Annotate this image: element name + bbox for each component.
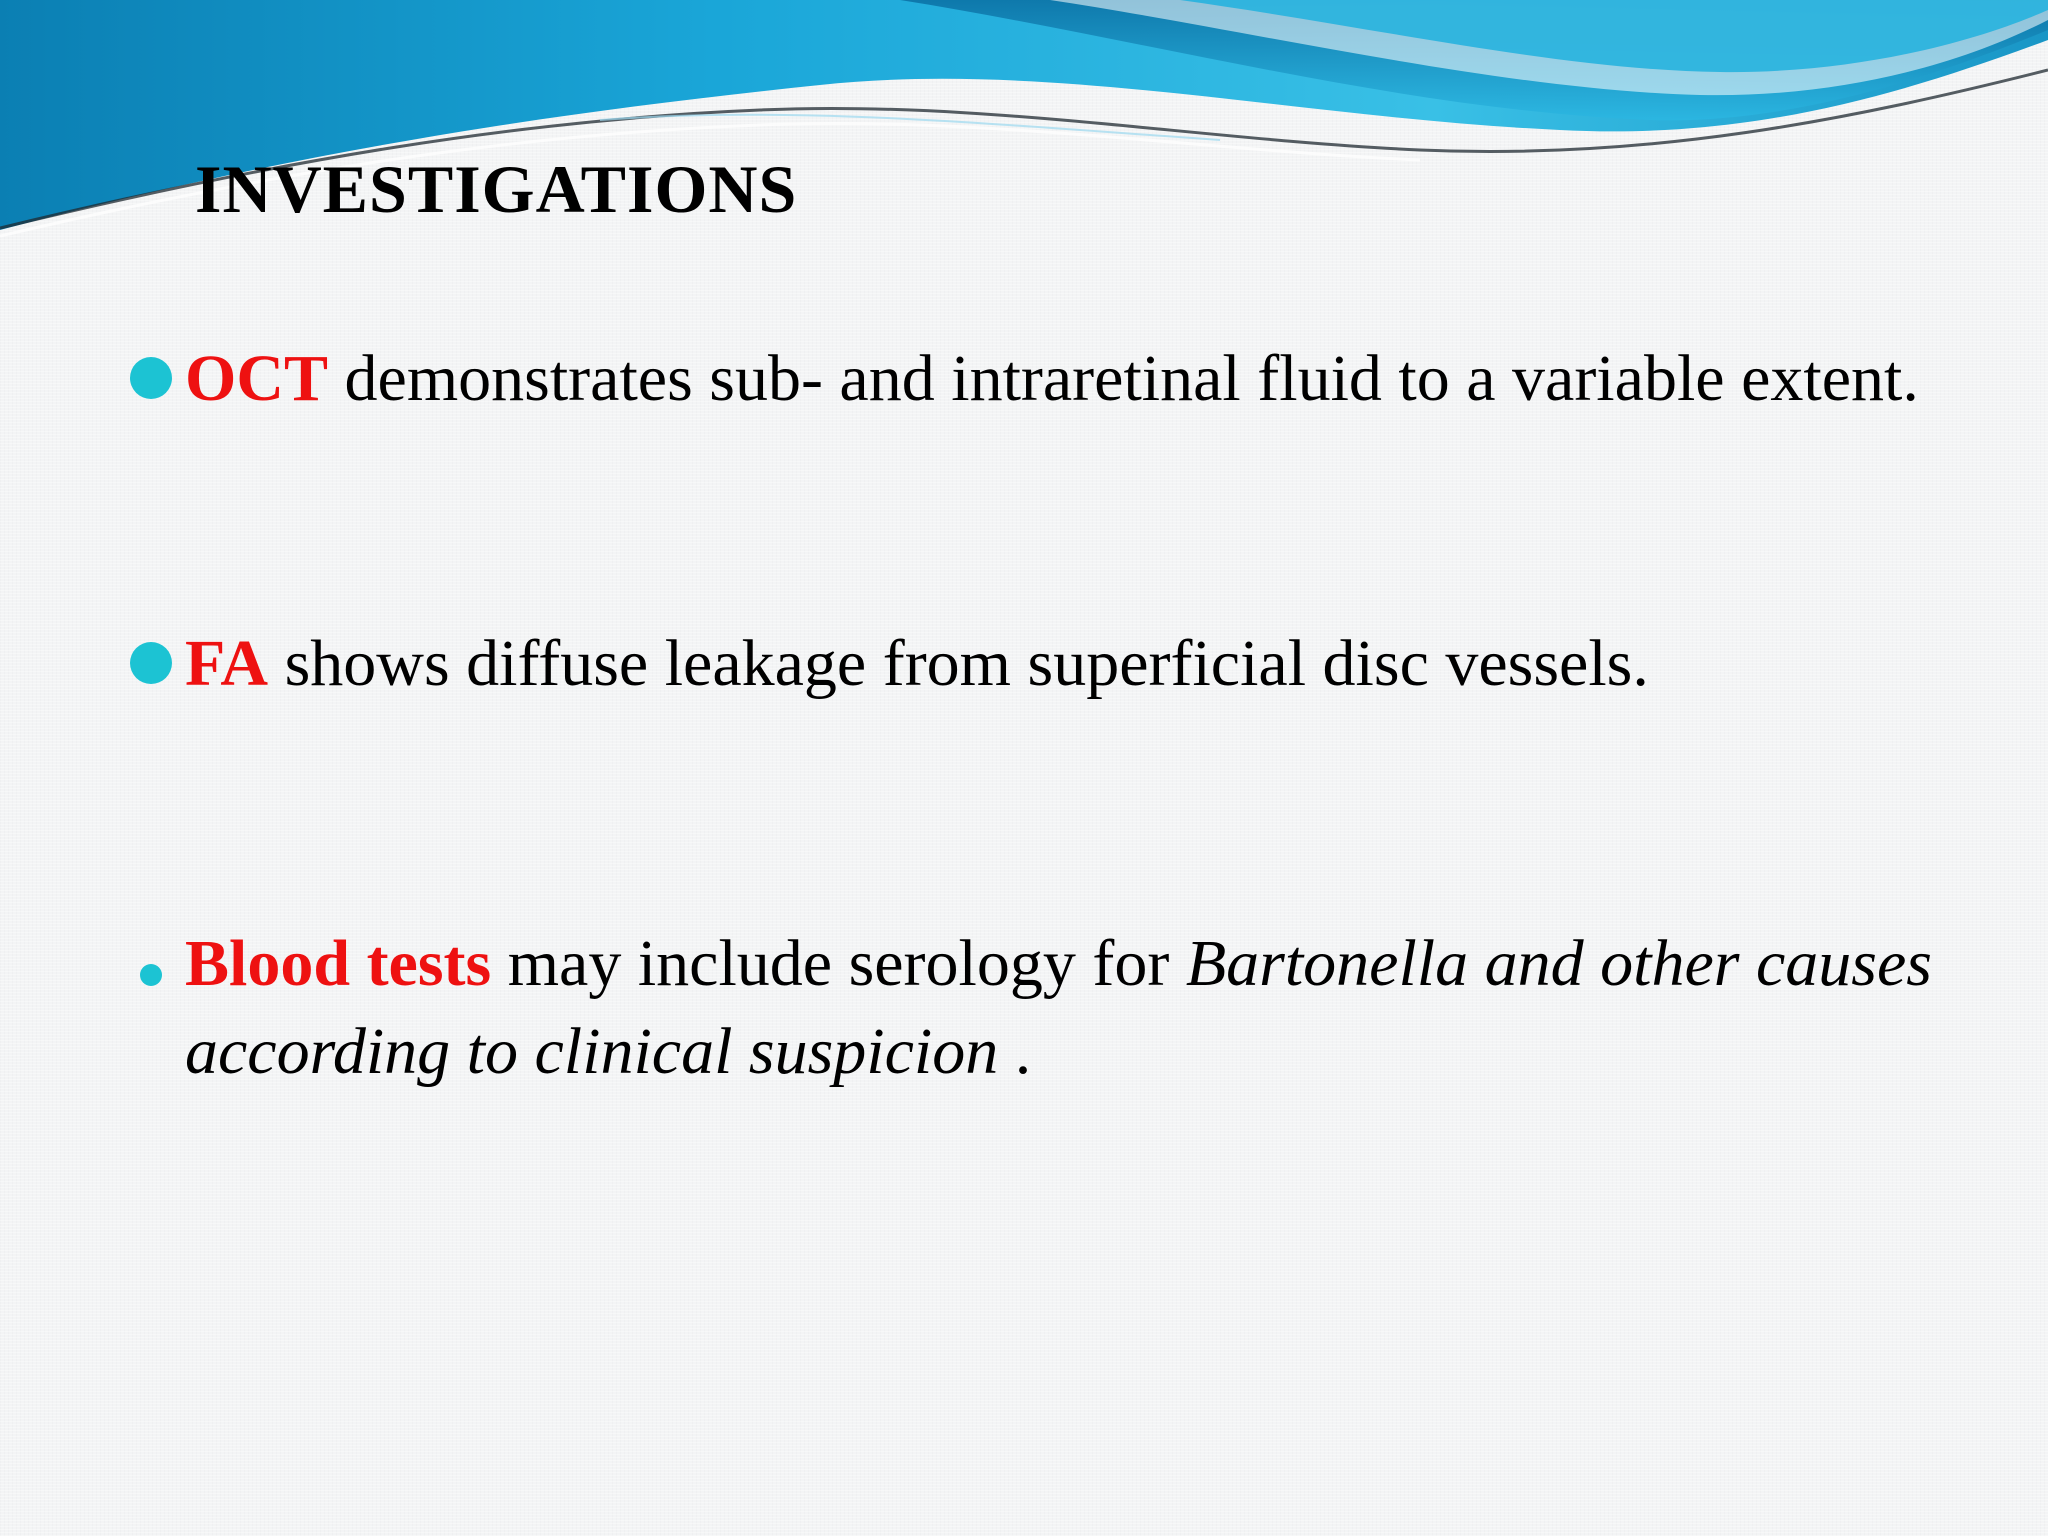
slide-title: INVESTIGATIONS bbox=[195, 151, 798, 227]
bullet-description: shows diffuse leakage from superficial disc vessels. bbox=[268, 627, 1649, 700]
bullet-trailing-text: . bbox=[998, 1015, 1032, 1088]
bullet-dot-icon bbox=[140, 964, 162, 986]
bullet-text bbox=[185, 920, 1945, 1096]
bullet-description: may include serology for bbox=[491, 927, 1186, 1000]
bullet-dot-icon bbox=[130, 642, 172, 684]
bullet-dot-icon bbox=[130, 357, 172, 399]
bullet-term: FA bbox=[185, 627, 269, 700]
bullet-term: Blood tests bbox=[185, 927, 492, 1000]
bullet-italic-text: Bartonella and other causes according to clinical suspicion bbox=[185, 927, 1932, 1088]
bullet-text bbox=[185, 620, 1945, 708]
bullet-term: OCT bbox=[185, 342, 329, 415]
bullet-description: demonstrates sub- and intraretinal fluid to a variable extent. bbox=[328, 342, 1919, 415]
bullet-text bbox=[185, 335, 1945, 423]
